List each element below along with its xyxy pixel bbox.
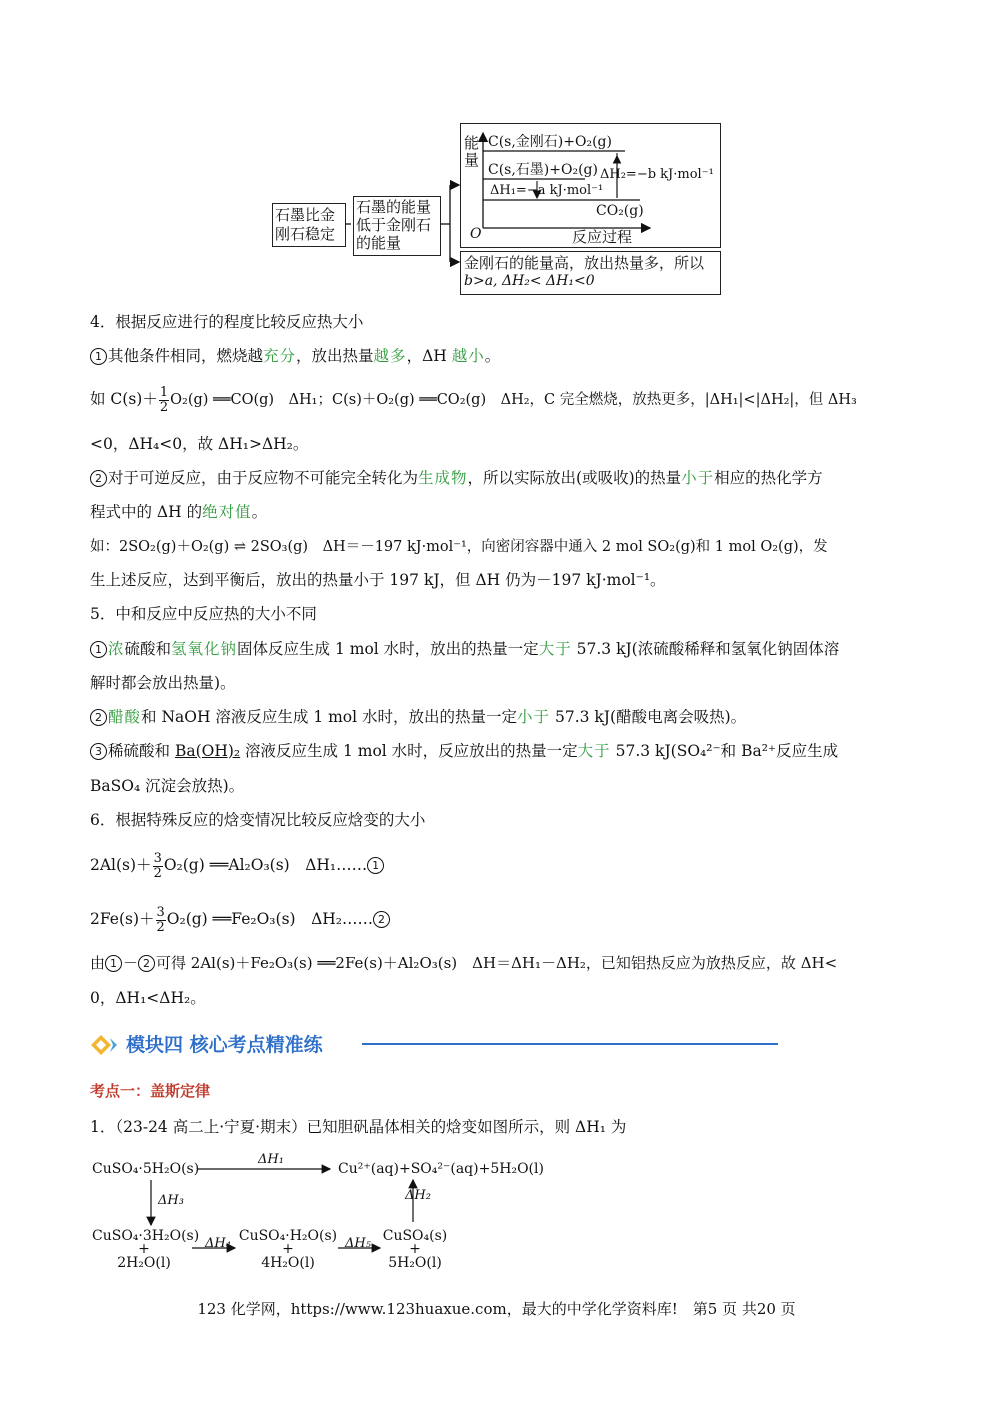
- cycle-dh2: ΔH₂: [405, 1188, 431, 1203]
- text-run: 由: [90, 954, 106, 972]
- s4-example-2: 如：2SO₂(g)＋O₂(g) ⇌ 2SO₃(g) ΔH＝－197 kJ·mol⁻¹，向密闭容器中通入 2 mol SO₂(g)和 1 mol O₂(g)，发: [90, 539, 828, 555]
- cycle-dh5: ΔH₅: [345, 1236, 371, 1251]
- text-run: 。: [484, 347, 501, 365]
- node-formula: CuSO₄·3H₂O(s): [92, 1228, 200, 1244]
- module-title: 模块四 核心考点精准练: [126, 1034, 323, 1056]
- text-run: 固体反应生成 1 mol 水时，放出的热量一定: [237, 640, 539, 658]
- answer-text: 越小: [451, 347, 485, 365]
- node-water: 4H₂O(l): [261, 1255, 315, 1271]
- s4-example-1-line2: <0，ΔH₄<0，故 ΔH₁>ΔH₂。: [90, 435, 309, 453]
- section-4-heading: 4．根据反应进行的程度比较反应热大小: [90, 313, 364, 331]
- underlined-formula: Ba(OH)₂: [174, 742, 241, 760]
- text-run: 2Fe(s)＋: [90, 910, 155, 928]
- fraction: [156, 906, 166, 935]
- answer-text: 大于: [577, 742, 611, 760]
- text-run: 如 C(s)＋: [90, 390, 158, 408]
- node-plus: +: [138, 1241, 150, 1257]
- cycle-end: Cu²⁺(aq)+SO₄²⁻(aq)+5H₂O(l): [338, 1161, 544, 1177]
- s4-example-1: [90, 383, 857, 416]
- graph-diamond-level: C(s,金刚石)+O₂(g): [488, 134, 612, 150]
- circled-number: 3: [90, 743, 107, 760]
- circled-number: 2: [90, 709, 107, 726]
- diagram-connectors: [0, 0, 993, 300]
- graph-xlabel: 反应过程: [572, 228, 633, 246]
- node-plus: +: [282, 1241, 294, 1257]
- text-run: O₂(g) ══Fe₂O₃(s) ΔH₂……: [166, 910, 373, 928]
- s6-conclusion-line2: 0，ΔH₁<ΔH₂。: [90, 989, 206, 1007]
- node-formula: CuSO₄·H₂O(s): [238, 1228, 338, 1244]
- cycle-node-1: [92, 1228, 200, 1271]
- fraction-numerator: 3: [156, 904, 165, 920]
- text-run: 溶液反应生成 1 mol 水时，反应放出的热量一定: [240, 742, 578, 760]
- text-run: 57.3 kJ(醋酸电离会吸热)。: [550, 708, 747, 726]
- s5-point-3-line2: BaSO₄ 沉淀会放热)。: [90, 777, 245, 795]
- circled-number: 2: [138, 955, 155, 972]
- circled-number: 2: [90, 470, 107, 487]
- answer-text: 醋酸: [108, 708, 142, 726]
- text-run: 2Al(s)＋: [90, 856, 152, 874]
- node-water: 2H₂O(l): [117, 1255, 171, 1271]
- text-run: 57.3 kJ(浓硫酸稀释和氢氧化钠固体溶: [571, 640, 840, 658]
- text-run: 。: [251, 503, 268, 521]
- stability-text: 石墨比金 刚石稳定: [275, 206, 336, 243]
- graph-dh2-label: ΔH₂=−b kJ·mol⁻¹: [600, 167, 714, 182]
- answer-text: 大于: [538, 640, 572, 658]
- circled-number: 1: [90, 641, 107, 658]
- s6-conclusion: [90, 951, 837, 975]
- fraction-denominator: 2: [159, 399, 169, 415]
- cycle-dh1: ΔH₁: [258, 1152, 284, 1167]
- text-run: ，所以实际放出(或吸收)的热量: [467, 469, 682, 487]
- fraction-denominator: 2: [156, 919, 165, 935]
- text-run: 和 NaOH 溶液反应生成 1 mol 水时，放出的热量一定: [141, 708, 518, 726]
- node-plus: +: [409, 1241, 421, 1257]
- answer-text: 小于: [517, 708, 551, 726]
- conclusion-line-1: 金刚石的能量高，放出热量多，所以: [464, 254, 705, 272]
- text-run: 其他条件相同，燃烧越: [108, 347, 264, 365]
- section-6-heading: 6．根据特殊反应的焓变情况比较反应焓变的大小: [90, 811, 426, 829]
- section-title: 考点一：盖斯定律: [90, 1082, 211, 1100]
- circled-number: 1: [105, 955, 122, 972]
- s4-point-2: [90, 466, 823, 490]
- question-1: 1．（23-24 高二上·宁夏·期末）已知胆矾晶体相关的焓变如图所示，则 ΔH₁ 为: [90, 1118, 627, 1136]
- text-run: ，放出热量: [296, 347, 374, 365]
- circled-number: 2: [373, 911, 390, 928]
- node-water: 5H₂O(l): [388, 1255, 442, 1271]
- fraction-numerator: 3: [153, 850, 162, 866]
- circled-number: 1: [367, 857, 384, 874]
- text-run: 57.3 kJ(SO₄²⁻和 Ba²⁺反应生成: [610, 742, 839, 760]
- s5-point-1-line2: 解时都会放出热量)。: [90, 674, 236, 692]
- answer-text: 小于: [681, 469, 715, 487]
- text-run: 对于可逆反应，由于反应物不可能完全转化为: [108, 469, 419, 487]
- graph-dh1-label: ΔH₁=−a kJ·mol⁻¹: [490, 183, 604, 198]
- text-run: O₂(g) ══Al₂O₃(s) ΔH₁……: [163, 856, 368, 874]
- cycle-node-3: [380, 1228, 450, 1271]
- fraction: [153, 852, 163, 881]
- s5-point-1: [90, 637, 839, 661]
- s6-equation-1: [90, 848, 385, 882]
- graph-origin: O: [470, 226, 482, 242]
- circled-number: 1: [90, 348, 107, 365]
- text-run: 硫酸和: [124, 640, 172, 658]
- page-footer: 123 化学网，https://www.123huaxue.com，最大的中学化学资料库! 第5 页 共20 页: [197, 1300, 796, 1318]
- fraction: [159, 386, 169, 415]
- diamond-icon: [90, 1034, 120, 1056]
- answer-text: 浓: [108, 640, 125, 658]
- s4-example-2-line2: 生上述反应，达到平衡后，放出的热量小于 197 kJ，但 ΔH 仍为－197 kJ·mol⁻¹。: [90, 571, 666, 589]
- text-run: ，ΔH: [406, 347, 452, 365]
- conclusion-line-2: b>a, ΔH₂< ΔH₁<0: [464, 273, 595, 289]
- graph-co2-level: CO₂(g): [596, 203, 644, 219]
- s5-point-2: [90, 705, 746, 729]
- s5-point-3: [90, 739, 838, 763]
- answer-text: 氢氧化钠: [171, 640, 238, 658]
- text-run: 可得 2Al(s)＋Fe₂O₃(s) ══2Fe(s)＋Al₂O₃(s) ΔH＝ΔH₁－ΔH₂，已知铝热反应为放热反应，故 ΔH<: [156, 954, 838, 972]
- cycle-dh4: ΔH₄: [205, 1236, 231, 1251]
- heading-rule: [362, 1043, 778, 1045]
- s4-point-2-line2: [90, 500, 267, 524]
- section-5-heading: 5．中和反应中反应热的大小不同: [90, 605, 317, 623]
- answer-text: 充分: [263, 347, 297, 365]
- answer-text: 越多: [373, 347, 407, 365]
- graph-ylabel: 能 量: [464, 134, 480, 169]
- cycle-node-2: [238, 1228, 338, 1271]
- text-run: －: [123, 954, 139, 972]
- fraction-denominator: 2: [153, 865, 162, 881]
- s4-point-1: [90, 344, 500, 368]
- s6-equation-2: [90, 902, 391, 936]
- graph-graphite-level: C(s,石墨)+O₂(g): [488, 162, 598, 178]
- cycle-dh3: ΔH₃: [158, 1193, 184, 1208]
- cycle-start: CuSO₄·5H₂O(s): [92, 1161, 200, 1177]
- text-run: 相应的热化学方: [714, 469, 823, 487]
- energy-compare-text: 石墨的能量 低于金刚石 的能量: [356, 198, 432, 252]
- text-run: O₂(g) ══CO(g) ΔH₁；C(s)＋O₂(g) ══CO₂(g) ΔH₂，C 完全燃烧，放热更多，|ΔH₁|<|ΔH₂|，但 ΔH₃: [170, 392, 857, 408]
- answer-text: 生成物: [418, 469, 468, 487]
- text-run: 稀硫酸和: [108, 742, 175, 760]
- text-run: 程式中的 ΔH 的: [90, 503, 203, 521]
- fraction-numerator: 1: [159, 384, 169, 400]
- answer-text: 绝对值: [202, 503, 252, 521]
- node-formula: CuSO₄(s): [382, 1228, 448, 1244]
